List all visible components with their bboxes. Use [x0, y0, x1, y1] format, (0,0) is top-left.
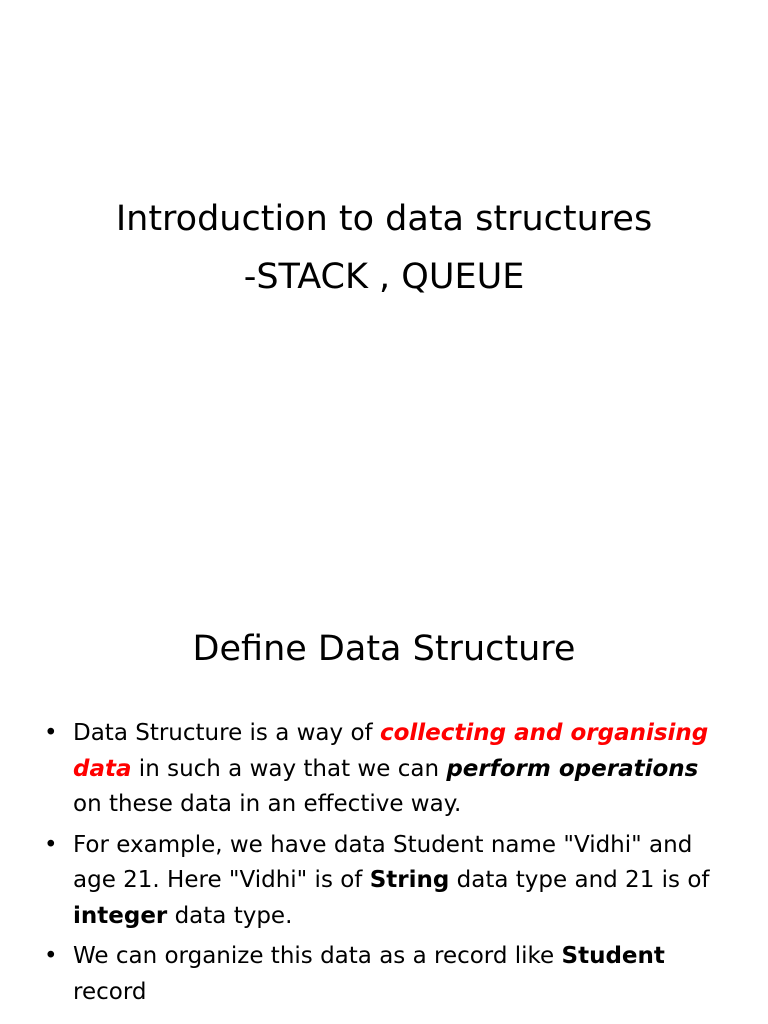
title-line-2: -STACK , QUEUE: [243, 257, 525, 297]
title-line-1: Introduction to data structures: [115, 199, 653, 239]
bullet1-text-3: on these data in an effective way.: [73, 791, 462, 817]
bullet1-highlight: collecting and organising data: [73, 720, 709, 782]
bullet3-bold-student: Student: [561, 943, 665, 969]
bullet3-text-1: We can organize this data as a record like: [73, 943, 562, 969]
bullet-list: [44, 716, 734, 1015]
bullet2-text-3: data type.: [167, 902, 293, 929]
bullet2-text-2: data type and 21 is of: [449, 867, 710, 893]
slide-definition-heading: Define Data Structure: [192, 629, 576, 669]
bullet-dot-icon: •: [44, 720, 58, 746]
bullet-item-example: [44, 828, 734, 935]
bullet2-bold-integer: integer: [73, 902, 168, 929]
bullet2-bold-string: String: [369, 867, 450, 893]
bullet-dot-icon: •: [44, 831, 58, 858]
bullet-item-definition: [44, 716, 734, 823]
bullet-dot-icon: •: [44, 943, 58, 969]
bullet1-text-1: Data Structure is a way of: [73, 720, 380, 746]
bullet3-text-2: record: [73, 978, 147, 1005]
bullet1-text-2: in such a way that we can: [131, 755, 447, 782]
slide-definition: [0, 576, 768, 1024]
bullet2-text-1: For example, we have data Student name "Vidhi" and age 21. Here "Vidhi" is of: [73, 831, 693, 893]
bullet1-emphasis: perform operations: [446, 755, 699, 782]
slide-title-heading: [0, 190, 768, 306]
bullet-item-record: [44, 939, 734, 1010]
